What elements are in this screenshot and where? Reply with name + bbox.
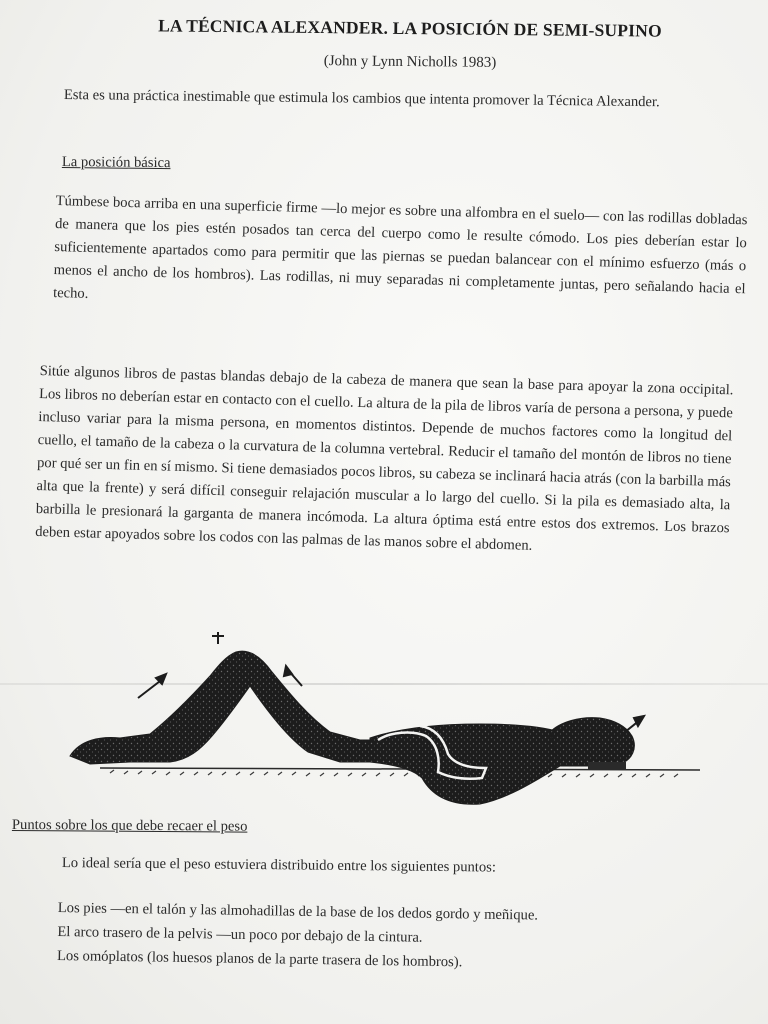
list-item: Los omóplatos (los huesos planos de la parte trasera de los hombros). [56,947,463,971]
list-item: El arco trasero de la pelvis —un poco por debajo de la cintura. [57,923,423,946]
semi-supine-illustration [40,628,740,814]
weight-points-intro: Lo ideal sería que el peso estuviera distribuido entre los siguientes puntos: [61,854,497,876]
basic-position-paragraph-2: Sitúe algunos libros de pastas blandas debajo de la cabeza de manera que sean la base para apoyar la zona occipital. Los libros no deberían estar en contacto con el cuello. La altura de la pila de libros varía de persona a persona, y puede incluso variar para la misma persona, en momentos distintos. Depende de muchos factores como la longitud del cuello, el tamaño de la cabeza o la curvatura de la columna vertebral. Reducir el tamaño del montón de libros no tiene por qué ser un fin en sí mismo. Si tiene demasiados pocos libros, su cabeza se inclinará hacia atrás (con la barbilla más alta que la frente) y será difícil conseguir relajación muscular a lo largo del cuello. Si la pila es demasiado alta, la barbilla le presionará la garganta de manera incómoda. La altura óptima está entre estos dos extremos. Los brazos deben estar apoyados sobre los codos con las palmas de las manos sobre el abdomen. [34,362,734,554]
books-stack [588,762,626,770]
weight-points-list [57,896,738,979]
document-title: LA TÉCNICA ALEXANDER. LA POSICIÓN DE SEMI-SUPINO [158,15,662,41]
intro-paragraph: Esta es una práctica inestimable que estimula los cambios que intenta promover la Técnica Alexander. [63,86,660,111]
document-subtitle: (John y Lynn Nicholls 1983) [323,53,497,71]
figure-head [550,718,634,766]
section-heading-weight-points: Puntos sobre los que debe recaer el peso [11,817,248,835]
basic-position-paragraph-1: Túmbese boca arriba en una superficie firme —lo mejor es sobre una alfombra en el suelo— con las rodillas dobladas de manera que los pies estén posados tan cerca del cuerpo como le resulte cómodo. Los pies deberían estar lo suficientemente apartados como para permitir que las piernas se puedan balancear con el mínimo esfuerzo (más o menos el ancho de los hombros). Las rodillas, ni muy separadas ni completamente juntas, pero señalando hacia el techo. [52,192,748,302]
figure-torso [370,724,560,804]
list-item: Los pies —en el talón y las almohadillas de la base de los dedos gordo y meñique. [57,899,539,924]
section-heading-basic-position: La posición básica [61,154,171,172]
